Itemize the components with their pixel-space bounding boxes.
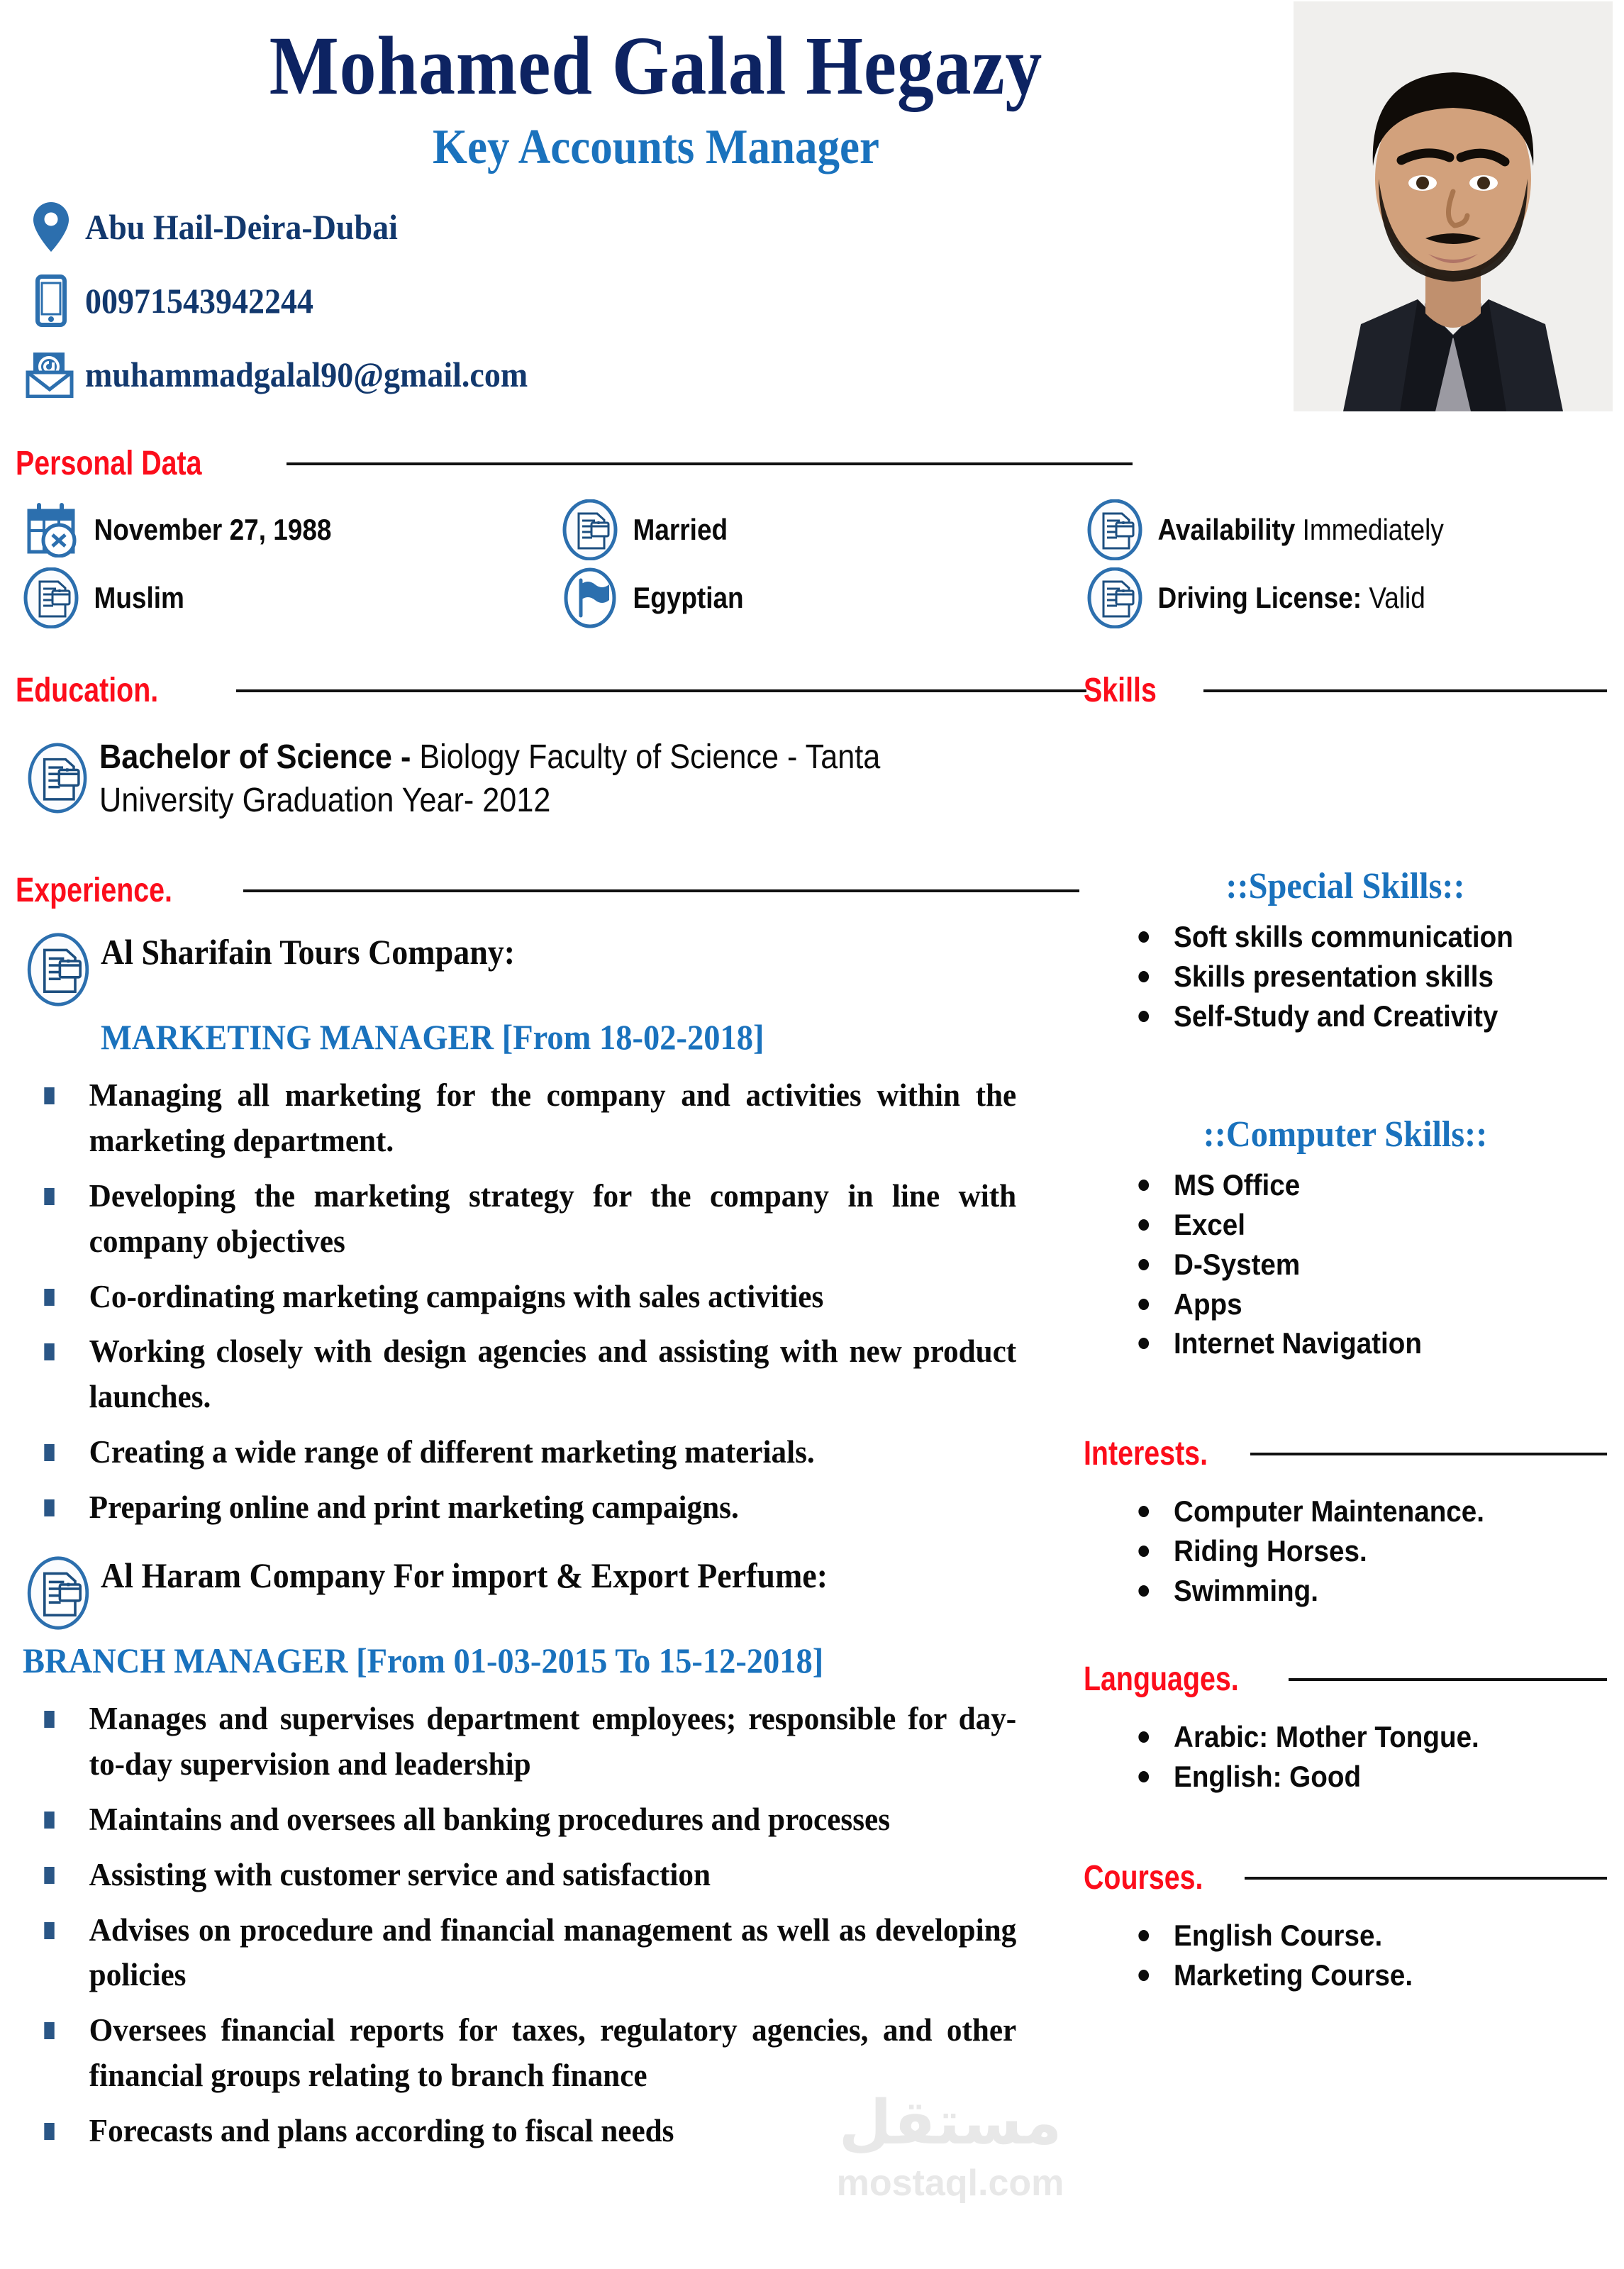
company-name: Al Sharifain Tours Company:: [101, 932, 516, 972]
personal-data-item-text: Married: [633, 513, 728, 546]
list-item: Apps: [1133, 1285, 1569, 1324]
document-icon: [16, 1552, 101, 1630]
languages-heading: [1084, 1660, 1607, 1699]
personal-data-heading-label: Personal Data: [16, 445, 202, 482]
job-role: BRANCH MANAGER [From 01-03-2015 To 15-12-2018]: [23, 1641, 824, 1681]
interests-section: [1084, 1434, 1607, 1611]
courses-section: [1084, 1858, 1607, 1995]
list-item: Skills presentation skills: [1133, 957, 1569, 997]
document-icon: [16, 567, 87, 628]
duty-item: Forecasts and plans according to fiscal needs: [16, 2109, 1016, 2154]
courses-heading-label: Courses.: [1084, 1859, 1203, 1897]
heading-divider: [243, 889, 1079, 892]
personal-data-item-text: Muslim: [94, 581, 184, 614]
portrait-photo-icon: [1294, 1, 1613, 411]
list-item: Excel: [1133, 1205, 1569, 1245]
special-skills-title: ::Special Skills::: [1225, 866, 1465, 906]
skills-heading: [1084, 671, 1607, 710]
education-text: [99, 736, 988, 823]
contact-row-location: [17, 190, 1152, 264]
document-icon: [16, 928, 101, 1006]
special-skills-section: [1084, 865, 1607, 1036]
contact-row-phone: [17, 264, 1152, 338]
personal-data-item: [1079, 499, 1608, 560]
duty-item: Co-ordinating marketing campaigns with sales activities: [16, 1275, 1016, 1320]
contact-row-email: [17, 338, 1152, 411]
header: [0, 0, 1624, 431]
contact-email-text: muhammadgalal90@gmail.com: [85, 355, 528, 394]
watermark-latin: mostaql.com: [836, 2163, 1064, 2204]
personal-data-heading: [16, 444, 1133, 483]
heading-divider: [1203, 689, 1607, 692]
education-degree: Bachelor of Science -: [99, 738, 411, 776]
special-skills-list: [1084, 917, 1607, 1036]
personal-data-item: [555, 499, 1079, 560]
document-icon: [1079, 499, 1150, 560]
duty-item: Advises on procedure and financial management as well as developing policies: [16, 1908, 1016, 1999]
personal-data-item: [1079, 567, 1608, 628]
interests-list: [1084, 1492, 1607, 1611]
list-item: Marketing Course.: [1133, 1955, 1569, 1995]
experience-heading: [16, 871, 1079, 910]
experience-heading-label: Experience.: [16, 872, 172, 909]
page-title: Mohamed Galal Hegazy: [269, 19, 1043, 112]
list-item: Arabic: Mother Tongue.: [1133, 1717, 1569, 1757]
skills-sidebar: [1084, 671, 1607, 710]
duty-item: Creating a wide range of different marketing materials.: [16, 1430, 1016, 1475]
personal-data-item: [16, 567, 555, 628]
education-heading-label: Education.: [16, 672, 159, 709]
heading-divider: [236, 689, 1086, 692]
courses-list: [1084, 1916, 1607, 1995]
languages-heading-label: Languages.: [1084, 1660, 1239, 1698]
company-name: Al Haram Company For import & Export Perfume:: [101, 1555, 828, 1596]
personal-data-item: [16, 502, 555, 557]
personal-data-item-text: Egyptian: [633, 581, 744, 614]
duty-item: Working closely with design agencies and assisting with new product launches.: [16, 1329, 1016, 1420]
list-item: Internet Navigation: [1133, 1324, 1569, 1363]
education-entry: [16, 736, 1086, 823]
heading-divider: [287, 462, 1133, 465]
contact-list: [17, 190, 1152, 411]
personal-data-section: [16, 444, 1608, 632]
document-icon: [555, 499, 625, 560]
education-detail: Biology Faculty of Science - Tanta University Graduation Year- 2012: [99, 738, 881, 820]
personal-data-item-text: November 27, 1988: [94, 513, 332, 546]
personal-data-grid: [16, 496, 1608, 632]
list-item: English: Good: [1133, 1757, 1569, 1797]
contact-phone-text: 00971543942244: [85, 281, 313, 321]
calendar-icon: [16, 502, 87, 557]
languages-section: [1084, 1660, 1607, 1797]
email-envelope-icon: [17, 351, 85, 398]
duty-item: Assisting with customer service and satisfaction: [16, 1853, 1016, 1898]
list-item: Soft skills communication: [1133, 917, 1569, 957]
heading-divider: [1289, 1678, 1607, 1681]
list-item: MS Office: [1133, 1165, 1569, 1205]
contact-location-text: Abu Hail-Deira-Dubai: [85, 207, 398, 247]
flag-icon: [555, 567, 625, 628]
list-item: D-System: [1133, 1245, 1569, 1285]
avatar: [1294, 1, 1613, 411]
document-icon: [16, 736, 99, 823]
duty-item: Maintains and oversees all banking procedures and processes: [16, 1797, 1016, 1843]
education-heading: [16, 671, 1086, 710]
duty-item: Oversees financial reports for taxes, regulatory agencies, and other financial groups relating to branch finance: [16, 2008, 1016, 2099]
list-item: Swimming.: [1133, 1571, 1569, 1611]
list-item: English Course.: [1133, 1916, 1569, 1955]
computer-skills-title: ::Computer Skills::: [1203, 1114, 1488, 1155]
heading-divider: [1250, 1453, 1607, 1455]
experience-section: [16, 871, 1079, 2164]
duties-list: [16, 1073, 1079, 1531]
courses-heading: [1084, 1858, 1607, 1897]
watermark-arabic: مستقل: [838, 2087, 1062, 2158]
personal-data-item: [555, 567, 1079, 628]
job-role: MARKETING MANAGER [From 18-02-2018]: [101, 1017, 764, 1057]
computer-skills-list: [1084, 1165, 1607, 1363]
document-icon: [1079, 567, 1150, 628]
duty-item: Manages and supervises department employees; responsible for day-to-day supervision and leadership: [16, 1697, 1016, 1787]
experience-job: [16, 1552, 1079, 2154]
languages-list: [1084, 1717, 1607, 1797]
list-item: Riding Horses.: [1133, 1531, 1569, 1571]
experience-job: [16, 928, 1079, 1531]
heading-divider: [1245, 1877, 1607, 1880]
interests-heading-label: Interests.: [1084, 1435, 1208, 1472]
location-pin-icon: [17, 201, 85, 253]
duty-item: Preparing online and print marketing campaigns.: [16, 1485, 1016, 1531]
personal-data-item-text: Driving License: Valid: [1157, 581, 1425, 614]
list-item: Self-Study and Creativity: [1133, 997, 1569, 1036]
education-section: [16, 671, 1086, 823]
skills-heading-label: Skills: [1084, 672, 1157, 709]
computer-skills-section: [1084, 1114, 1607, 1363]
duties-list: [16, 1697, 1079, 2154]
mobile-phone-icon: [17, 274, 85, 327]
duty-item: Managing all marketing for the company and activities within the marketing department.: [16, 1073, 1016, 1164]
duty-item: Developing the marketing strategy for the company in line with company objectives: [16, 1174, 1016, 1265]
personal-data-item-text: Availability Immediately: [1157, 513, 1444, 546]
interests-heading: [1084, 1434, 1607, 1473]
list-item: Computer Maintenance.: [1133, 1492, 1569, 1531]
job-title: Key Accounts Manager: [433, 120, 879, 174]
